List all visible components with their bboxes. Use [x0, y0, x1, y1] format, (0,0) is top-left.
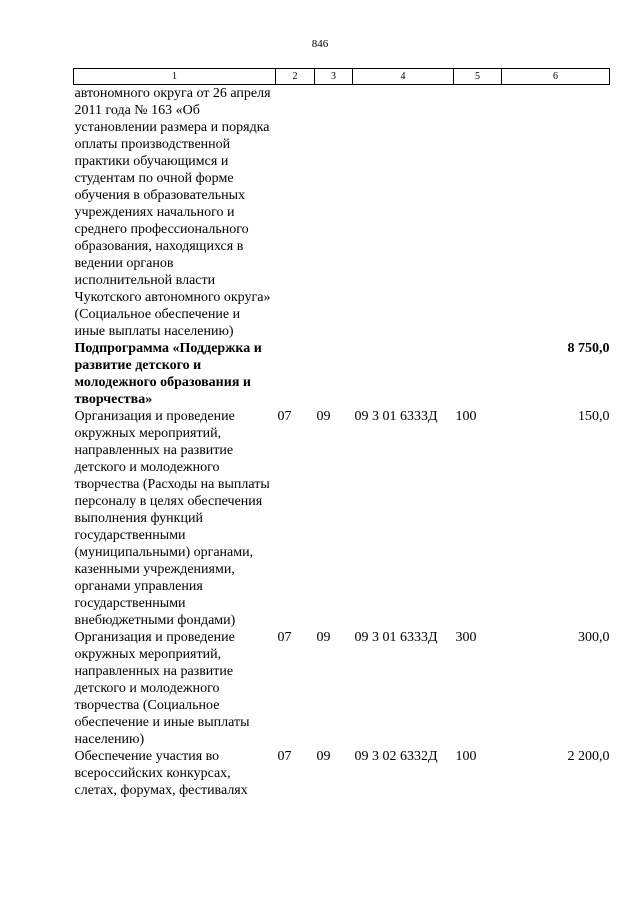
- table-row-subprogram: [74, 340, 610, 408]
- row-subsection: [315, 85, 353, 341]
- row-amount: [502, 85, 610, 341]
- row-subsection: 09: [316, 630, 331, 645]
- row-subsection: 09: [316, 409, 331, 424]
- row-target-article: 09 3 01 6333Д: [354, 630, 438, 645]
- row-subsection: 09: [316, 749, 331, 764]
- row-section: 07: [277, 630, 292, 645]
- header-col-1: 1: [74, 69, 276, 85]
- budget-table: [73, 68, 610, 799]
- table-row: [74, 748, 610, 799]
- row-target-article: [353, 85, 454, 341]
- row-name: Подпрограмма «Поддержка и развитие детского и молодежного образования и творчества»: [74, 341, 262, 407]
- header-row: [74, 69, 610, 85]
- table-row: [74, 85, 610, 341]
- header-col-2: 2: [276, 69, 315, 85]
- row-amount: 2 200,0: [567, 749, 610, 764]
- header-col-4: 4: [353, 69, 454, 85]
- row-amount: 300,0: [578, 630, 610, 645]
- row-amount: 150,0: [578, 409, 610, 424]
- table-row: [74, 629, 610, 748]
- row-section: 07: [277, 749, 292, 764]
- row-expense-type: 100: [455, 749, 477, 764]
- header-col-5: 5: [454, 69, 502, 85]
- row-target-article: 09 3 02 6332Д: [354, 749, 438, 764]
- row-section: [276, 340, 315, 408]
- header-col-6: 6: [502, 69, 610, 85]
- row-expense-type: 300: [455, 630, 477, 645]
- header-col-3: 3: [315, 69, 353, 85]
- row-section: [276, 85, 315, 341]
- row-subsection: [315, 340, 353, 408]
- page-number: 846: [311, 38, 329, 50]
- row-target-article: 09 3 01 6333Д: [354, 409, 438, 424]
- row-amount: 8 750,0: [567, 341, 610, 356]
- table-row: [74, 408, 610, 629]
- row-expense-type: [454, 85, 502, 341]
- row-name: Обеспечение участия во всероссийских конкурсах, слетах, форумах, фестивалях: [74, 749, 248, 798]
- row-target-article: [353, 340, 454, 408]
- row-name: автономного округа от 26 апреля 2011 года № 163 «Об установлении размера и порядка оплаты производственной практики обучающимся и студентам по очной форме обучения в образовательных учреждениях начального и среднего профессионального образования, находящихся в ведении органов исполнительной власти Чукотского автономного округа» (Социальное обеспечение и иные выплаты населению): [74, 86, 271, 339]
- row-section: 07: [277, 409, 292, 424]
- row-expense-type: [454, 340, 502, 408]
- row-name: Организация и проведение окружных мероприятий, направленных на развитие детского и молодежного творчества (Расходы на выплаты персоналу в целях обеспечения выполнения функций государственными (муниципальными) органами, казенными учреждениями, органами управления государственными внебюджетными фондами): [74, 409, 270, 628]
- row-name: Организация и проведение окружных мероприятий, направленных на развитие детского и молодежного творчества (Социальное обеспечение и иные выплаты населению): [74, 630, 250, 747]
- row-expense-type: 100: [455, 409, 477, 424]
